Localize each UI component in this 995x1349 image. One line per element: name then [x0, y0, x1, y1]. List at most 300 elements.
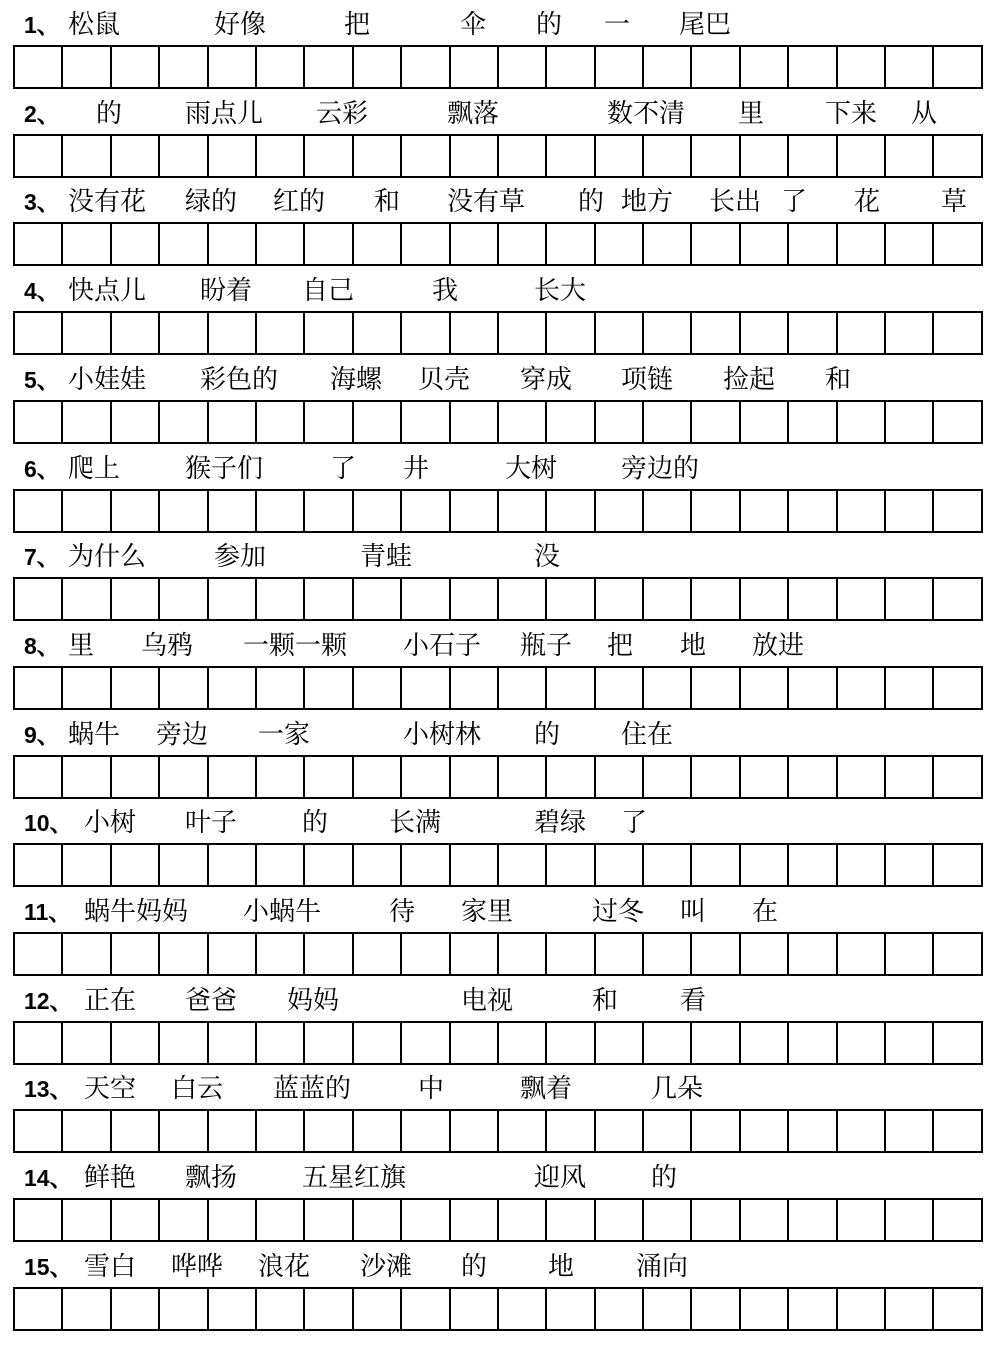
- answer-cell[interactable]: [305, 932, 353, 976]
- answer-cell[interactable]: [789, 1198, 837, 1242]
- answer-cell[interactable]: [886, 577, 934, 621]
- answer-cell[interactable]: [547, 932, 595, 976]
- answer-cell[interactable]: [63, 666, 111, 710]
- answer-cell[interactable]: [257, 666, 305, 710]
- answer-cell[interactable]: [934, 577, 982, 621]
- answer-cell[interactable]: [160, 1021, 208, 1065]
- answer-cell[interactable]: [451, 222, 499, 266]
- answer-cell[interactable]: [547, 843, 595, 887]
- answer-cell[interactable]: [499, 222, 547, 266]
- answer-cell[interactable]: [354, 489, 402, 533]
- answer-cell[interactable]: [63, 45, 111, 89]
- answer-cell[interactable]: [63, 222, 111, 266]
- answer-cell[interactable]: [547, 400, 595, 444]
- answer-cell[interactable]: [838, 1198, 886, 1242]
- answer-cell[interactable]: [838, 134, 886, 178]
- answer-cell[interactable]: [209, 1109, 257, 1153]
- answer-cell[interactable]: [451, 489, 499, 533]
- answer-cell[interactable]: [112, 755, 160, 799]
- answer-cell[interactable]: [354, 400, 402, 444]
- answer-cell[interactable]: [63, 311, 111, 355]
- answer-cell[interactable]: [596, 489, 644, 533]
- answer-cell[interactable]: [15, 400, 63, 444]
- answer-cell[interactable]: [402, 1198, 450, 1242]
- answer-cell[interactable]: [886, 1198, 934, 1242]
- answer-cell[interactable]: [644, 1287, 692, 1331]
- answer-cell[interactable]: [112, 222, 160, 266]
- answer-cell[interactable]: [257, 577, 305, 621]
- answer-cell[interactable]: [209, 489, 257, 533]
- answer-cell[interactable]: [692, 45, 740, 89]
- answer-cell[interactable]: [886, 222, 934, 266]
- answer-cell[interactable]: [692, 1287, 740, 1331]
- answer-cell[interactable]: [305, 45, 353, 89]
- answer-cell[interactable]: [741, 400, 789, 444]
- answer-cell[interactable]: [451, 1109, 499, 1153]
- answer-cell[interactable]: [209, 1287, 257, 1331]
- answer-cell[interactable]: [886, 134, 934, 178]
- answer-cell[interactable]: [499, 666, 547, 710]
- answer-cell[interactable]: [209, 1198, 257, 1242]
- answer-cell[interactable]: [838, 222, 886, 266]
- answer-cell[interactable]: [63, 1021, 111, 1065]
- answer-cell[interactable]: [451, 134, 499, 178]
- answer-cell[interactable]: [305, 1109, 353, 1153]
- answer-cell[interactable]: [402, 666, 450, 710]
- answer-cell[interactable]: [305, 222, 353, 266]
- answer-cell[interactable]: [644, 311, 692, 355]
- answer-cell[interactable]: [209, 222, 257, 266]
- answer-cell[interactable]: [112, 843, 160, 887]
- answer-cell[interactable]: [692, 222, 740, 266]
- answer-cell[interactable]: [112, 400, 160, 444]
- answer-cell[interactable]: [741, 577, 789, 621]
- answer-cell[interactable]: [354, 311, 402, 355]
- answer-cell[interactable]: [886, 1287, 934, 1331]
- answer-cell[interactable]: [15, 843, 63, 887]
- answer-cell[interactable]: [257, 1021, 305, 1065]
- answer-cell[interactable]: [499, 577, 547, 621]
- answer-cell[interactable]: [644, 1198, 692, 1242]
- answer-cell[interactable]: [160, 222, 208, 266]
- answer-cell[interactable]: [499, 1021, 547, 1065]
- answer-cell[interactable]: [305, 1198, 353, 1242]
- answer-cell[interactable]: [160, 489, 208, 533]
- answer-cell[interactable]: [741, 932, 789, 976]
- answer-cell[interactable]: [112, 932, 160, 976]
- answer-cell[interactable]: [547, 311, 595, 355]
- answer-cell[interactable]: [934, 1021, 982, 1065]
- answer-cell[interactable]: [305, 577, 353, 621]
- answer-cell[interactable]: [354, 577, 402, 621]
- answer-cell[interactable]: [354, 1021, 402, 1065]
- answer-cell[interactable]: [354, 1198, 402, 1242]
- answer-cell[interactable]: [257, 755, 305, 799]
- answer-cell[interactable]: [934, 666, 982, 710]
- answer-cell[interactable]: [741, 1109, 789, 1153]
- answer-cell[interactable]: [838, 489, 886, 533]
- answer-cell[interactable]: [838, 1109, 886, 1153]
- answer-cell[interactable]: [209, 45, 257, 89]
- answer-cell[interactable]: [305, 755, 353, 799]
- answer-cell[interactable]: [789, 755, 837, 799]
- answer-cell[interactable]: [886, 311, 934, 355]
- answer-cell[interactable]: [160, 1287, 208, 1331]
- answer-cell[interactable]: [934, 400, 982, 444]
- answer-cell[interactable]: [886, 932, 934, 976]
- answer-cell[interactable]: [209, 134, 257, 178]
- answer-cell[interactable]: [451, 45, 499, 89]
- answer-cell[interactable]: [644, 577, 692, 621]
- answer-cell[interactable]: [257, 489, 305, 533]
- answer-cell[interactable]: [209, 400, 257, 444]
- answer-cell[interactable]: [838, 1021, 886, 1065]
- answer-cell[interactable]: [15, 932, 63, 976]
- answer-cell[interactable]: [257, 932, 305, 976]
- answer-cell[interactable]: [499, 134, 547, 178]
- answer-cell[interactable]: [644, 45, 692, 89]
- answer-cell[interactable]: [15, 489, 63, 533]
- answer-cell[interactable]: [692, 400, 740, 444]
- answer-cell[interactable]: [451, 400, 499, 444]
- answer-cell[interactable]: [838, 932, 886, 976]
- answer-cell[interactable]: [789, 134, 837, 178]
- answer-cell[interactable]: [644, 400, 692, 444]
- answer-cell[interactable]: [451, 1021, 499, 1065]
- answer-cell[interactable]: [547, 1198, 595, 1242]
- answer-cell[interactable]: [596, 1198, 644, 1242]
- answer-cell[interactable]: [354, 843, 402, 887]
- answer-cell[interactable]: [547, 222, 595, 266]
- answer-cell[interactable]: [547, 577, 595, 621]
- answer-cell[interactable]: [838, 755, 886, 799]
- answer-cell[interactable]: [934, 134, 982, 178]
- answer-cell[interactable]: [402, 843, 450, 887]
- answer-cell[interactable]: [596, 45, 644, 89]
- answer-cell[interactable]: [499, 45, 547, 89]
- answer-cell[interactable]: [209, 577, 257, 621]
- answer-cell[interactable]: [451, 577, 499, 621]
- answer-cell[interactable]: [209, 932, 257, 976]
- answer-cell[interactable]: [63, 400, 111, 444]
- answer-cell[interactable]: [112, 45, 160, 89]
- answer-cell[interactable]: [596, 666, 644, 710]
- answer-cell[interactable]: [596, 755, 644, 799]
- answer-cell[interactable]: [63, 489, 111, 533]
- answer-cell[interactable]: [63, 1109, 111, 1153]
- answer-cell[interactable]: [547, 1109, 595, 1153]
- answer-cell[interactable]: [63, 843, 111, 887]
- answer-cell[interactable]: [692, 489, 740, 533]
- answer-cell[interactable]: [402, 1287, 450, 1331]
- answer-cell[interactable]: [838, 666, 886, 710]
- answer-cell[interactable]: [209, 666, 257, 710]
- answer-cell[interactable]: [596, 222, 644, 266]
- answer-cell[interactable]: [112, 1198, 160, 1242]
- answer-cell[interactable]: [886, 666, 934, 710]
- answer-cell[interactable]: [305, 311, 353, 355]
- answer-cell[interactable]: [160, 577, 208, 621]
- answer-cell[interactable]: [934, 489, 982, 533]
- answer-cell[interactable]: [789, 666, 837, 710]
- answer-cell[interactable]: [499, 311, 547, 355]
- answer-cell[interactable]: [596, 134, 644, 178]
- answer-cell[interactable]: [692, 843, 740, 887]
- answer-cell[interactable]: [934, 45, 982, 89]
- answer-cell[interactable]: [209, 843, 257, 887]
- answer-cell[interactable]: [547, 489, 595, 533]
- answer-cell[interactable]: [886, 843, 934, 887]
- answer-cell[interactable]: [644, 1109, 692, 1153]
- answer-cell[interactable]: [305, 666, 353, 710]
- answer-cell[interactable]: [354, 932, 402, 976]
- answer-cell[interactable]: [886, 489, 934, 533]
- answer-cell[interactable]: [160, 134, 208, 178]
- answer-cell[interactable]: [838, 843, 886, 887]
- answer-cell[interactable]: [741, 222, 789, 266]
- answer-cell[interactable]: [160, 400, 208, 444]
- answer-cell[interactable]: [112, 489, 160, 533]
- answer-cell[interactable]: [547, 755, 595, 799]
- answer-cell[interactable]: [160, 932, 208, 976]
- answer-cell[interactable]: [451, 843, 499, 887]
- answer-cell[interactable]: [354, 1109, 402, 1153]
- answer-cell[interactable]: [596, 1021, 644, 1065]
- answer-cell[interactable]: [209, 755, 257, 799]
- answer-cell[interactable]: [596, 1109, 644, 1153]
- answer-cell[interactable]: [644, 1021, 692, 1065]
- answer-cell[interactable]: [15, 666, 63, 710]
- answer-cell[interactable]: [789, 577, 837, 621]
- answer-cell[interactable]: [692, 666, 740, 710]
- answer-cell[interactable]: [547, 1287, 595, 1331]
- answer-cell[interactable]: [63, 1198, 111, 1242]
- answer-cell[interactable]: [257, 843, 305, 887]
- answer-cell[interactable]: [402, 1109, 450, 1153]
- answer-cell[interactable]: [402, 489, 450, 533]
- answer-cell[interactable]: [692, 755, 740, 799]
- answer-cell[interactable]: [934, 1287, 982, 1331]
- answer-cell[interactable]: [402, 45, 450, 89]
- answer-cell[interactable]: [160, 755, 208, 799]
- answer-cell[interactable]: [354, 222, 402, 266]
- answer-cell[interactable]: [402, 134, 450, 178]
- answer-cell[interactable]: [499, 489, 547, 533]
- answer-cell[interactable]: [741, 1198, 789, 1242]
- answer-cell[interactable]: [934, 755, 982, 799]
- answer-cell[interactable]: [741, 843, 789, 887]
- answer-cell[interactable]: [692, 932, 740, 976]
- answer-cell[interactable]: [402, 400, 450, 444]
- answer-cell[interactable]: [741, 489, 789, 533]
- answer-cell[interactable]: [257, 311, 305, 355]
- answer-cell[interactable]: [596, 1287, 644, 1331]
- answer-cell[interactable]: [15, 1198, 63, 1242]
- answer-cell[interactable]: [451, 755, 499, 799]
- answer-cell[interactable]: [692, 1198, 740, 1242]
- answer-cell[interactable]: [305, 400, 353, 444]
- answer-cell[interactable]: [112, 1287, 160, 1331]
- answer-cell[interactable]: [692, 1021, 740, 1065]
- answer-cell[interactable]: [886, 1021, 934, 1065]
- answer-cell[interactable]: [838, 1287, 886, 1331]
- answer-cell[interactable]: [934, 311, 982, 355]
- answer-cell[interactable]: [499, 843, 547, 887]
- answer-cell[interactable]: [644, 222, 692, 266]
- answer-cell[interactable]: [15, 755, 63, 799]
- answer-cell[interactable]: [547, 666, 595, 710]
- answer-cell[interactable]: [886, 755, 934, 799]
- answer-cell[interactable]: [451, 932, 499, 976]
- answer-cell[interactable]: [886, 400, 934, 444]
- answer-cell[interactable]: [596, 932, 644, 976]
- answer-cell[interactable]: [644, 666, 692, 710]
- answer-cell[interactable]: [354, 666, 402, 710]
- answer-cell[interactable]: [838, 311, 886, 355]
- answer-cell[interactable]: [451, 666, 499, 710]
- answer-cell[interactable]: [15, 134, 63, 178]
- answer-cell[interactable]: [692, 577, 740, 621]
- answer-cell[interactable]: [257, 45, 305, 89]
- answer-cell[interactable]: [15, 45, 63, 89]
- answer-cell[interactable]: [402, 1021, 450, 1065]
- answer-cell[interactable]: [741, 755, 789, 799]
- answer-cell[interactable]: [63, 932, 111, 976]
- answer-cell[interactable]: [402, 577, 450, 621]
- answer-cell[interactable]: [63, 134, 111, 178]
- answer-cell[interactable]: [305, 489, 353, 533]
- answer-cell[interactable]: [257, 222, 305, 266]
- answer-cell[interactable]: [838, 45, 886, 89]
- answer-cell[interactable]: [741, 134, 789, 178]
- answer-cell[interactable]: [160, 45, 208, 89]
- answer-cell[interactable]: [402, 311, 450, 355]
- answer-cell[interactable]: [15, 577, 63, 621]
- answer-cell[interactable]: [789, 843, 837, 887]
- answer-cell[interactable]: [934, 932, 982, 976]
- answer-cell[interactable]: [15, 1109, 63, 1153]
- answer-cell[interactable]: [257, 400, 305, 444]
- answer-cell[interactable]: [112, 134, 160, 178]
- answer-cell[interactable]: [402, 755, 450, 799]
- answer-cell[interactable]: [499, 1109, 547, 1153]
- answer-cell[interactable]: [886, 1109, 934, 1153]
- answer-cell[interactable]: [644, 755, 692, 799]
- answer-cell[interactable]: [63, 755, 111, 799]
- answer-cell[interactable]: [644, 843, 692, 887]
- answer-cell[interactable]: [15, 1287, 63, 1331]
- answer-cell[interactable]: [789, 400, 837, 444]
- answer-cell[interactable]: [596, 577, 644, 621]
- answer-cell[interactable]: [63, 577, 111, 621]
- answer-cell[interactable]: [789, 222, 837, 266]
- answer-cell[interactable]: [789, 311, 837, 355]
- answer-cell[interactable]: [451, 1198, 499, 1242]
- answer-cell[interactable]: [160, 311, 208, 355]
- answer-cell[interactable]: [305, 1021, 353, 1065]
- answer-cell[interactable]: [112, 666, 160, 710]
- answer-cell[interactable]: [547, 45, 595, 89]
- answer-cell[interactable]: [789, 1109, 837, 1153]
- answer-cell[interactable]: [451, 1287, 499, 1331]
- answer-cell[interactable]: [838, 400, 886, 444]
- answer-cell[interactable]: [15, 311, 63, 355]
- answer-cell[interactable]: [257, 1287, 305, 1331]
- answer-cell[interactable]: [257, 1109, 305, 1153]
- answer-cell[interactable]: [63, 1287, 111, 1331]
- answer-cell[interactable]: [160, 1198, 208, 1242]
- answer-cell[interactable]: [305, 1287, 353, 1331]
- answer-cell[interactable]: [596, 311, 644, 355]
- answer-cell[interactable]: [789, 45, 837, 89]
- answer-cell[interactable]: [15, 1021, 63, 1065]
- answer-cell[interactable]: [692, 311, 740, 355]
- answer-cell[interactable]: [402, 222, 450, 266]
- answer-cell[interactable]: [499, 755, 547, 799]
- answer-cell[interactable]: [112, 1021, 160, 1065]
- answer-cell[interactable]: [15, 222, 63, 266]
- answer-cell[interactable]: [499, 1198, 547, 1242]
- answer-cell[interactable]: [112, 1109, 160, 1153]
- answer-cell[interactable]: [596, 843, 644, 887]
- answer-cell[interactable]: [499, 1287, 547, 1331]
- answer-cell[interactable]: [692, 1109, 740, 1153]
- answer-cell[interactable]: [741, 1021, 789, 1065]
- answer-cell[interactable]: [789, 489, 837, 533]
- answer-cell[interactable]: [354, 755, 402, 799]
- answer-cell[interactable]: [596, 400, 644, 444]
- answer-cell[interactable]: [499, 932, 547, 976]
- answer-cell[interactable]: [789, 1021, 837, 1065]
- answer-cell[interactable]: [354, 134, 402, 178]
- answer-cell[interactable]: [934, 1198, 982, 1242]
- answer-cell[interactable]: [547, 1021, 595, 1065]
- answer-cell[interactable]: [209, 1021, 257, 1065]
- answer-cell[interactable]: [160, 1109, 208, 1153]
- answer-cell[interactable]: [112, 311, 160, 355]
- answer-cell[interactable]: [257, 1198, 305, 1242]
- answer-cell[interactable]: [160, 843, 208, 887]
- answer-cell[interactable]: [499, 400, 547, 444]
- answer-cell[interactable]: [644, 932, 692, 976]
- answer-cell[interactable]: [160, 666, 208, 710]
- answer-cell[interactable]: [886, 45, 934, 89]
- answer-cell[interactable]: [741, 1287, 789, 1331]
- answer-cell[interactable]: [451, 311, 499, 355]
- answer-cell[interactable]: [789, 932, 837, 976]
- answer-cell[interactable]: [692, 134, 740, 178]
- answer-cell[interactable]: [402, 932, 450, 976]
- answer-cell[interactable]: [112, 577, 160, 621]
- answer-cell[interactable]: [789, 1287, 837, 1331]
- answer-cell[interactable]: [354, 1287, 402, 1331]
- answer-cell[interactable]: [209, 311, 257, 355]
- answer-cell[interactable]: [644, 489, 692, 533]
- answer-cell[interactable]: [934, 1109, 982, 1153]
- answer-cell[interactable]: [305, 843, 353, 887]
- answer-cell[interactable]: [354, 45, 402, 89]
- answer-cell[interactable]: [838, 577, 886, 621]
- answer-cell[interactable]: [934, 843, 982, 887]
- answer-cell[interactable]: [305, 134, 353, 178]
- answer-cell[interactable]: [257, 134, 305, 178]
- answer-cell[interactable]: [547, 134, 595, 178]
- answer-cell[interactable]: [741, 311, 789, 355]
- answer-cell[interactable]: [934, 222, 982, 266]
- answer-cell[interactable]: [741, 666, 789, 710]
- answer-cell[interactable]: [644, 134, 692, 178]
- answer-cell[interactable]: [741, 45, 789, 89]
